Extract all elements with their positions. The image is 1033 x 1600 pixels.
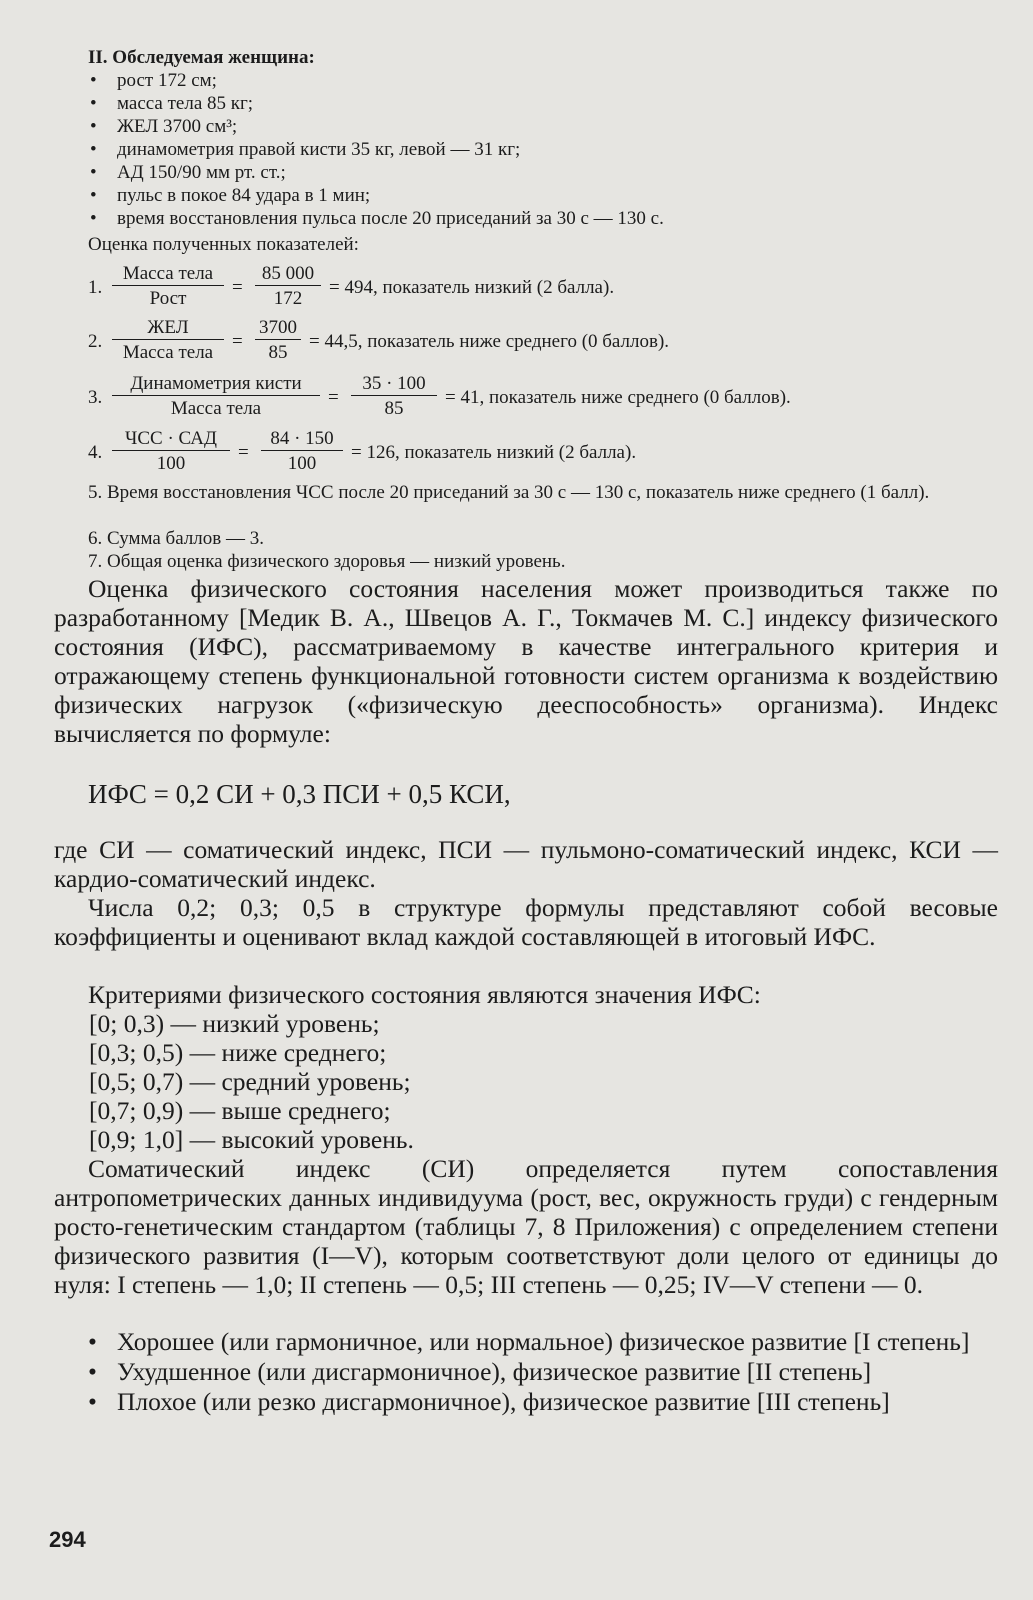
list-item: 7. Общая оценка физического здоровья — низкий уровень.: [88, 551, 566, 572]
evaluation-items: [88, 481, 988, 573]
list-item: • масса тела 85 кг;: [88, 92, 988, 115]
fraction-numerator: ЖЕЛ: [112, 316, 224, 340]
list-item: • ЖЕЛ 3700 см³;: [88, 115, 988, 138]
fraction-denominator: 85: [384, 398, 404, 419]
formula-result: = 44,5, показатель ниже среднего (0 баллов).: [309, 331, 670, 352]
list-item: [0,3; 0,5) — ниже среднего;: [89, 1038, 387, 1067]
fraction-denominator: 172: [273, 288, 303, 309]
evaluation-title: Оценка полученных показателей:: [88, 234, 359, 255]
fraction-numeric: [255, 262, 321, 309]
ifs-formula: ИФС = 0,2 СИ + 0,3 ПСИ + 0,5 КСИ,: [88, 779, 511, 809]
list-item: [0,9; 1,0] — высокий уровень.: [89, 1125, 414, 1154]
equals-sign: =: [232, 277, 243, 298]
fraction-denominator: Рост: [149, 288, 187, 309]
fraction-numerator: ЧСС · САД: [112, 427, 230, 451]
paragraph-1: Оценка физического состояния населения может производиться также по разработанному [Медик В. А., Швецов А. Г., Токмачев М. С.] индексу физического состояния (ИФС), рассматриваемому в качестве интегрального критерия и отражающему степень функциональной готовности систем организма к воздействию физических нагрузок («физическую дееспособность» организма). Индекс вычисляется по формуле:: [54, 574, 998, 748]
formula-result: = 494, показатель низкий (2 балла).: [329, 277, 615, 298]
list-item: • Плохое (или резко дисгармоничное), физическое развитие [III степень]: [86, 1388, 998, 1416]
fraction-numeric: [351, 372, 437, 419]
formula-4: [88, 427, 988, 479]
list-item: • Хорошее (или гармоничное, или нормальное) физическое развитие [I степень]: [86, 1328, 998, 1356]
equals-sign: =: [238, 442, 249, 463]
list-item: • пульс в покое 84 удара в 1 мин;: [88, 184, 988, 207]
formula-result: = 41, показатель ниже среднего (0 баллов).: [445, 387, 791, 408]
list-item: • рост 172 см;: [88, 69, 988, 92]
paragraph-5: Соматический индекс (СИ) определяется путем сопоставления антропометрических данных индивидуума (рост, вес, окружность груди) с гендерным росто-генетическим стандартом (таблицы 7, 8 Приложения) с определением степени физического развития (I—V), которым соответствуют доли целого от единицы до нуля: I степень — 1,0; II степень — 0,5; III степень — 0,25; IV—V степени — 0.: [54, 1154, 998, 1299]
fraction-numerator: 84 · 150: [261, 427, 343, 451]
list-item: • АД 150/90 мм рт. ст.;: [88, 161, 988, 184]
equals-sign: =: [328, 387, 339, 408]
formula-1: [88, 262, 988, 314]
list-item: [0,5; 0,7) — средний уровень;: [89, 1067, 411, 1096]
fraction-denominator: 100: [287, 453, 317, 474]
list-item: 6. Сумма баллов — 3.: [88, 528, 265, 549]
formula-number: 1.: [88, 277, 103, 298]
list-item: [0,7; 0,9) — выше среднего;: [89, 1096, 391, 1125]
fraction-numerator: 3700: [255, 316, 301, 340]
list-item: [0; 0,3) — низкий уровень;: [89, 1009, 380, 1038]
fraction-numerator: 85 000: [255, 262, 321, 286]
fraction-denominator: 85: [268, 342, 288, 363]
fraction-numerator: Масса тела: [112, 262, 224, 286]
fraction-numerator: Динамометрия кисти: [112, 372, 320, 396]
page-number: 294: [49, 1527, 86, 1552]
formula-number: 3.: [88, 387, 103, 408]
fraction-symbolic: [112, 316, 224, 363]
list-item: • Ухудшенное (или дисгармоничное), физическое развитие [II степень]: [86, 1358, 998, 1386]
fraction-denominator: Масса тела: [170, 398, 262, 419]
equals-sign: =: [232, 331, 243, 352]
fraction-denominator: Масса тела: [122, 342, 214, 363]
fraction-symbolic: [112, 262, 224, 309]
section-heading: II. Обследуемая женщина:: [88, 47, 315, 68]
list-item: • динамометрия правой кисти 35 кг, левой — 31 кг;: [88, 138, 988, 161]
subject-data-list: [88, 69, 988, 230]
fraction-denominator: 100: [156, 453, 186, 474]
development-list: [86, 1328, 998, 1418]
formula-result: = 126, показатель низкий (2 балла).: [351, 442, 637, 463]
formula-number: 4.: [88, 442, 103, 463]
formula-number: 2.: [88, 331, 103, 352]
list-item: • время восстановления пульса после 20 приседаний за 30 с — 130 с.: [88, 207, 988, 230]
paragraph-3: Числа 0,2; 0,3; 0,5 в структуре формулы представляют собой весовые коэффициенты и оценивают вклад каждой составляющей в итоговый ИФС.: [54, 893, 998, 951]
fraction-symbolic: [112, 427, 230, 474]
fraction-numeric: [261, 427, 343, 474]
paragraph-2: где СИ — соматический индекс, ПСИ — пульмоно-соматический индекс, КСИ — кардио-соматический индекс.: [54, 835, 998, 893]
formula-2: [88, 316, 988, 368]
fraction-numerator: 35 · 100: [351, 372, 437, 396]
fraction-symbolic: [112, 372, 320, 419]
paragraph-4: Критериями физического состояния являются значения ИФС:: [88, 980, 761, 1009]
formula-3: [88, 372, 988, 424]
ifs-ranges-list: [89, 1009, 414, 1154]
list-item: 5. Время восстановления ЧСС после 20 приседаний за 30 с — 130 с, показатель ниже среднего (1 балл).: [88, 482, 930, 503]
fraction-numeric: [255, 316, 301, 363]
